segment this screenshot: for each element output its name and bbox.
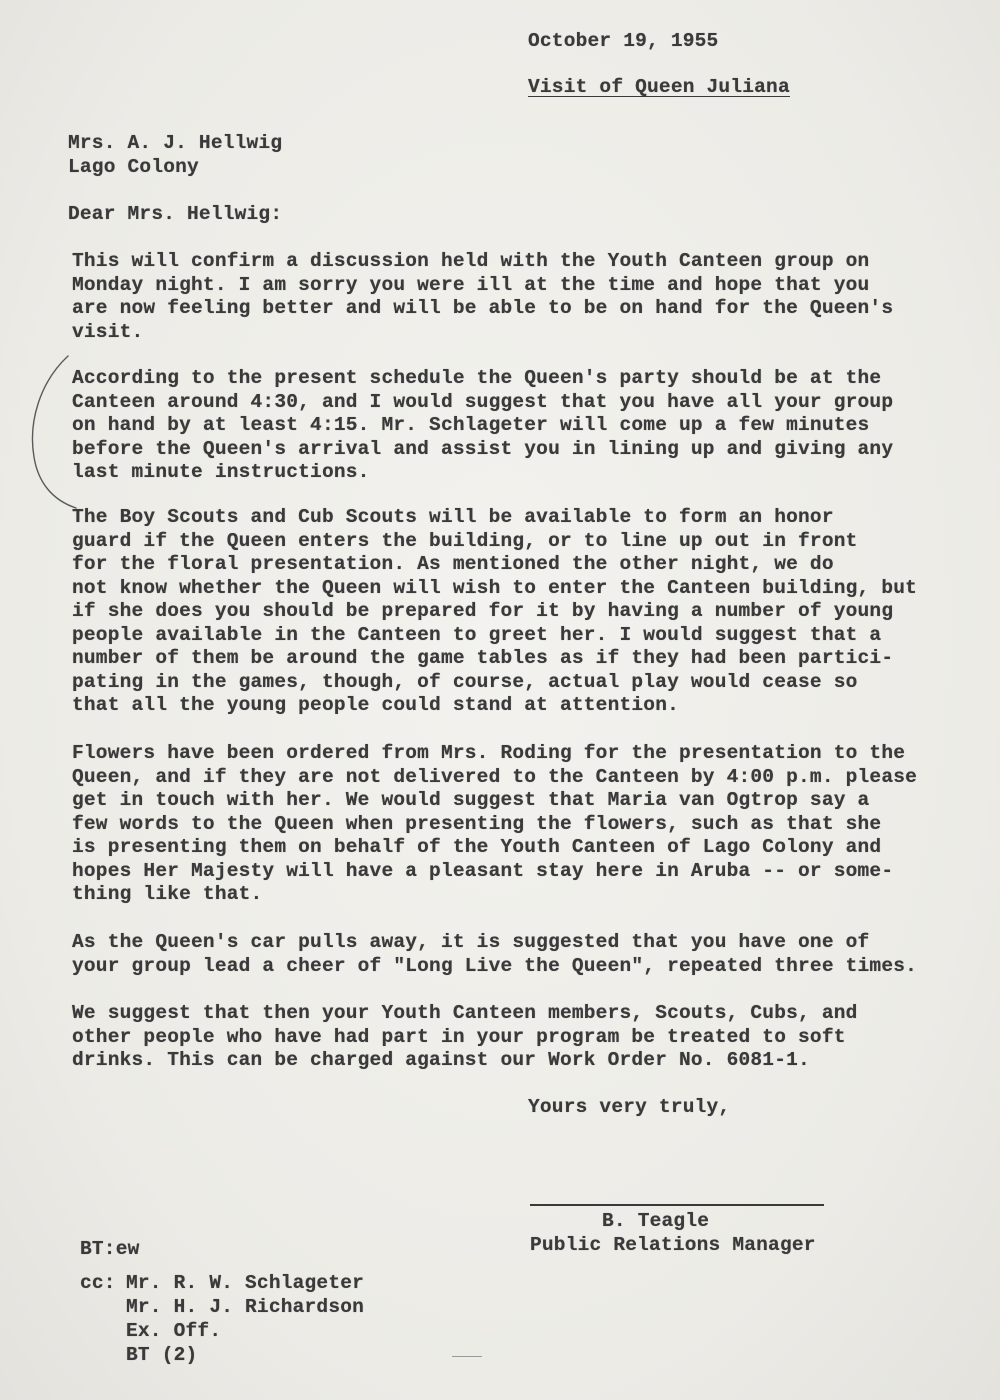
cc-recipient: Mr. R. W. Schlageter [126,1272,365,1294]
letter-date: October 19, 1955 [528,30,719,52]
paragraph-line: your group lead a cheer of "Long Live the Queen", repeated three times. [72,954,918,977]
paragraph-line: According to the present schedule the Queen's party should be at the [72,367,882,389]
paragraph-line: get in touch with her. We would suggest that Maria van Ogtrop say a [72,789,870,811]
paragraph-line: Queen, and if they are not delivered to the Canteen by 4:00 p.m. please [72,765,918,788]
paragraph-line: for the floral presentation. As mentioned the other night, we do [72,553,834,575]
paragraph-line: that all the young people could stand at attention. [72,694,679,716]
paragraph-line: visit. [72,320,144,343]
paragraph-line: are now feeling better and will be able to be on hand for the Queen's [72,297,894,319]
paragraph-line: last minute instructions. [72,461,370,483]
recipient-location: Lago Colony [68,156,199,178]
body-paragraph-5 [72,931,917,978]
reference-initials: BT:ew [80,1238,140,1260]
cc-row [80,1320,364,1344]
cc-row [80,1296,364,1320]
paragraph-line: pating in the games, though, of course, actual play would cease so [72,670,858,693]
cc-recipient: BT (2) [126,1344,198,1366]
paragraph-line: if she does you should be prepared for it by having a number of young [72,600,894,622]
paragraph-line: before the Queen's arrival and assist you in lining up and giving any [72,437,894,460]
body-paragraph-6 [72,1002,858,1073]
paragraph-line: thing like that. [72,883,263,905]
body-paragraph-2 [72,367,893,485]
scan-mark [452,1356,482,1357]
handwritten-margin-bracket [20,352,80,512]
recipient-name: Mrs. A. J. Hellwig [68,132,283,154]
paragraph-line: The Boy Scouts and Cub Scouts will be available to form an honor [72,506,834,528]
paragraph-line: drinks. This can be charged against our Work Order No. 6081-1. [72,1049,810,1071]
cc-list [80,1272,364,1368]
paragraph-line: is presenting them on behalf of the Youth Canteen of Lago Colony and [72,836,882,858]
paragraph-line: on hand by at least 4:15. Mr. Schlageter will come up a few minutes [72,414,870,436]
paragraph-line: hopes Her Majesty will have a pleasant stay here in Aruba -- or some- [72,859,894,882]
paragraph-line: We suggest that then your Youth Canteen members, Scouts, Cubs, and [72,1002,858,1024]
body-paragraph-1 [72,250,893,344]
cc-label: cc: [80,1272,116,1294]
cc-recipient: Mr. H. J. Richardson [126,1296,365,1318]
paragraph-line: Canteen around 4:30, and I would suggest that you have all your group [72,390,894,413]
signature-line [530,1204,824,1206]
letter-subject: Visit of Queen Juliana [528,76,790,98]
paragraph-line: number of them be around the game tables as if they had been partici- [72,647,894,669]
paragraph-line: not know whether the Queen will wish to enter the Canteen building, but [72,576,918,599]
signer-title: Public Relations Manager [530,1234,816,1256]
paragraph-line: people available in the Canteen to greet her. I would suggest that a [72,623,882,646]
recipient-address [68,132,282,180]
signer-name: B. Teagle [602,1210,710,1232]
body-paragraph-3 [72,506,917,718]
complimentary-closing: Yours very truly, [528,1096,731,1118]
cc-row [80,1272,364,1296]
paragraph-line: few words to the Queen when presenting the flowers, such as that she [72,812,882,835]
paragraph-line: This will confirm a discussion held with the Youth Canteen group on [72,250,870,272]
paragraph-line: other people who have had part in your program be treated to soft [72,1025,846,1048]
cc-recipient: Ex. Off. [126,1320,222,1342]
paragraph-line: Flowers have been ordered from Mrs. Roding for the presentation to the [72,742,906,764]
paragraph-line: guard if the Queen enters the building, or to line up out in front [72,529,858,552]
paragraph-line: As the Queen's car pulls away, it is suggested that you have one of [72,931,870,953]
cc-row [80,1344,364,1368]
salutation: Dear Mrs. Hellwig: [68,203,283,225]
paragraph-line: Monday night. I am sorry you were ill at the time and hope that you [72,273,870,296]
body-paragraph-4 [72,742,917,907]
